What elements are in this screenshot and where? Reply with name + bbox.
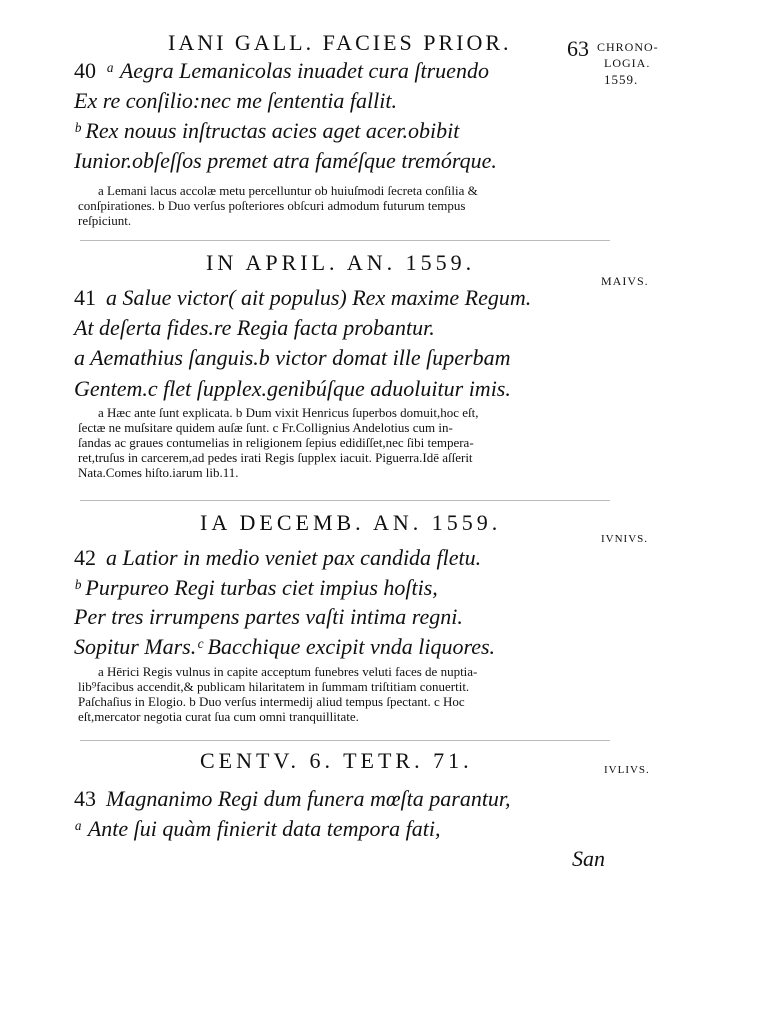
verse-line xyxy=(74,575,438,601)
running-head: IANI GALL. FACIES PRIOR. xyxy=(168,30,512,55)
footnote-line: lib⁹facibus accendit,& publicam hilaritatem in ſummam triſtitiam conuertit. xyxy=(78,679,470,694)
verse-line xyxy=(74,816,440,842)
footnote-line: a Hæc ante ſunt explicata. b Dum vixit Henricus ſuperbos domuit,hoc eſt, xyxy=(98,405,479,420)
verse-line xyxy=(74,88,397,114)
footnote-line: a Lemani lacus accolæ metu percelluntur ob huiuſmodi ſecreta conſilia & xyxy=(98,183,478,198)
section-heading: IA DECEMB. AN. 1559. xyxy=(200,510,502,535)
section-divider xyxy=(80,240,610,241)
verse-line xyxy=(74,786,511,812)
margin-label: IVNIVS. xyxy=(601,533,649,545)
verse-text: Gentem.c flet ſupplex.genibúſque aduoluitur imis. xyxy=(74,376,511,401)
verse-text: ᵃ Ante ſui quàm finierit data tempora fati, xyxy=(74,816,441,841)
margin-label: MAIVS. xyxy=(601,274,649,288)
verse-line xyxy=(74,345,511,371)
verse-text: a Aemathius ſanguis.b victor domat ille ſuperbam xyxy=(74,345,511,370)
section-divider xyxy=(80,500,610,501)
page-number: 63 xyxy=(567,36,589,61)
verse-line xyxy=(74,604,463,630)
margin-year: 1559. xyxy=(604,72,639,87)
verse-line xyxy=(74,148,497,174)
footnote-line: reſpiciunt. xyxy=(78,213,132,228)
section-heading: CENTV. 6. TETR. 71. xyxy=(200,748,473,773)
verse-text: Per tres irrumpens partes vaſti intima regni. xyxy=(74,604,463,629)
verse-line xyxy=(74,376,511,402)
footnote xyxy=(78,405,598,480)
footnote-line: conſpirationes. b Duo verſus poſteriores obſcuri admodum futurum tempus xyxy=(78,198,466,213)
verse-text: ᵇ Rex nouus inſtructas acies aget acer.obibit xyxy=(74,118,460,143)
verse-number: 43 xyxy=(74,786,96,811)
footnote-line: Nata.Comes hiſto.iarum lib.11. xyxy=(78,465,239,480)
footnote-line: eſt,mercator negotia curat ſua cum omni tranquillitate. xyxy=(78,709,359,724)
footnote-line: a Hērici Regis vulnus in capite acceptum funebres veluti faces de nuptia- xyxy=(98,664,478,679)
footnote xyxy=(78,183,598,228)
footnote-line: ret,truſus in carcerem,ad pedes irati Regis ſupplex iacuit. Piguerra.Idē aſſerit xyxy=(78,450,473,465)
verse-line xyxy=(74,58,489,84)
verse-line xyxy=(74,285,531,311)
verse-text: Ex re conſilio:nec me ſententia fallit. xyxy=(74,88,397,113)
footnote-line: ſectæ ne muſsitare quidem auſæ ſunt. c Fr.Collignius Andelotius cum in- xyxy=(78,420,453,435)
verse-number: 40 xyxy=(74,58,96,83)
section-divider xyxy=(80,740,610,741)
verse-text: ᵇ Purpureo Regi turbas ciet impius hoſtis, xyxy=(74,575,438,600)
verse-number: 42 xyxy=(74,545,96,570)
footnote-line: ſandas ac graues contumelias in religionem ſepius edidiſſet,nec ſibi tempera- xyxy=(78,435,474,450)
margin-label: IVLIVS. xyxy=(604,764,650,776)
margin-logia: LOGIA. xyxy=(604,56,651,70)
section-heading: IN APRIL. AN. 1559. xyxy=(206,250,476,275)
verse-line xyxy=(74,315,435,341)
footnote-line: Paſchaſius in Elogio. b Duo verſus intermedij aliud tempus ſpectant. c Hoc xyxy=(78,694,465,709)
footnote xyxy=(78,664,598,724)
margin-chronologia: CHRONO- xyxy=(597,40,659,54)
verse-text: At deſerta fides.re Regia facta probantur. xyxy=(74,315,435,340)
verse-text: ᵃ Aegra Lemanicolas inuadet cura ſtruendo xyxy=(106,58,489,83)
verse-text: Sopitur Mars.ᶜ Bacchique excipit vnda liquores. xyxy=(74,634,496,659)
verse-text: a Salue victor( ait populus) Rex maxime Regum. xyxy=(106,285,532,310)
verse-number: 41 xyxy=(74,285,96,310)
verse-line xyxy=(74,545,481,571)
verse-line xyxy=(74,118,459,144)
verse-text: a Latior in medio veniet pax candida fletu. xyxy=(106,545,482,570)
verse-line xyxy=(74,634,495,660)
verse-text: Magnanimo Regi dum funera mœſta parantur, xyxy=(106,786,511,811)
verse-text: Iunior.obſeſſos premet atra faméſque tremórque. xyxy=(74,148,497,173)
catchword: San xyxy=(572,846,605,871)
